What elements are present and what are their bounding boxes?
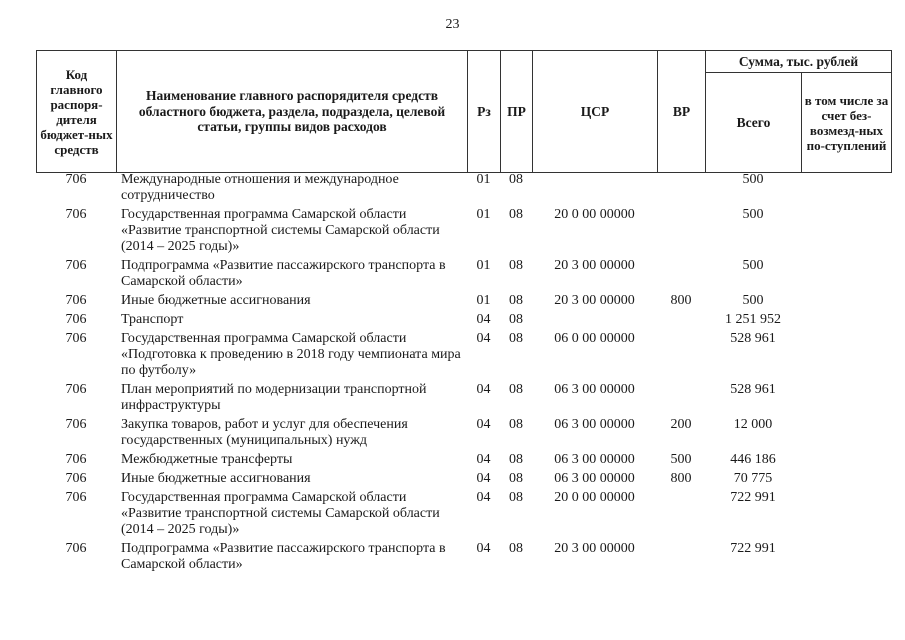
row-incl <box>801 468 891 487</box>
row-rz: 04 <box>476 541 491 556</box>
header-pr: ПР <box>501 51 533 173</box>
row-code: 706 <box>65 293 87 308</box>
row-vr <box>657 204 705 255</box>
row-total: 722 991 <box>730 541 776 556</box>
row-code: 706 <box>65 382 87 397</box>
header-vr: ВР <box>658 51 706 173</box>
row-csr <box>532 172 657 204</box>
row-incl <box>801 290 891 309</box>
row-code: 706 <box>65 452 87 467</box>
row-vr <box>657 309 705 328</box>
row-incl <box>801 328 891 379</box>
row-total: 446 186 <box>730 452 776 467</box>
header-sum: Сумма, тыс. рублей <box>706 51 892 73</box>
row-rz: 04 <box>476 382 491 397</box>
header-rz: Рз <box>468 51 501 173</box>
row-incl <box>801 487 891 538</box>
row-csr: 20 3 00 00000 <box>554 258 635 273</box>
row-total: 500 <box>742 172 764 187</box>
row-code: 706 <box>65 172 87 187</box>
row-total: 722 991 <box>730 490 776 505</box>
table-row <box>36 414 891 449</box>
row-pr: 08 <box>509 490 523 505</box>
row-total: 500 <box>742 258 764 273</box>
row-pr: 08 <box>509 452 523 467</box>
row-name: Транспорт <box>121 312 184 327</box>
table-row <box>36 309 891 328</box>
row-csr: 06 3 00 00000 <box>554 452 635 467</box>
row-vr <box>657 328 705 379</box>
row-total: 528 961 <box>730 382 776 397</box>
row-pr: 08 <box>509 382 523 397</box>
table-row <box>36 379 891 414</box>
row-pr: 08 <box>509 258 523 273</box>
row-total: 70 775 <box>733 471 773 486</box>
header-total: Всего <box>706 73 802 173</box>
table-row <box>36 255 891 290</box>
row-csr: 06 3 00 00000 <box>554 417 635 432</box>
row-code: 706 <box>65 207 87 222</box>
row-vr <box>657 255 705 290</box>
header-name: Наименование главного распорядителя средств областного бюджета, раздела, подраздела, целевой статьи, группы видов расходов <box>117 51 468 173</box>
row-code: 706 <box>65 417 87 432</box>
row-name: Закупка товаров, работ и услуг для обеспечения государственных (муниципальных) нужд <box>121 417 408 448</box>
table-body <box>36 172 891 573</box>
row-name: Государственная программа Самарской области «Развитие транспортной системы Самарской области (2014 – 2025 годы)» <box>121 207 440 254</box>
row-rz: 01 <box>476 293 491 308</box>
row-incl <box>801 538 891 573</box>
row-csr: 20 3 00 00000 <box>554 541 635 556</box>
row-rz: 04 <box>476 452 491 467</box>
row-rz: 01 <box>476 258 491 273</box>
row-name: Государственная программа Самарской области «Развитие транспортной системы Самарской области (2014 – 2025 годы)» <box>121 490 440 537</box>
row-code: 706 <box>65 331 87 346</box>
row-vr: 800 <box>670 471 692 486</box>
row-total: 1 251 952 <box>725 312 781 327</box>
row-pr: 08 <box>509 417 523 432</box>
row-name: Иные бюджетные ассигнования <box>121 471 311 486</box>
row-rz: 04 <box>476 490 491 505</box>
row-incl <box>801 414 891 449</box>
row-name: Межбюджетные трансферты <box>121 452 293 467</box>
row-csr: 06 3 00 00000 <box>554 382 635 397</box>
row-vr <box>657 172 705 204</box>
row-total: 500 <box>742 293 764 308</box>
row-incl <box>801 255 891 290</box>
row-code: 706 <box>65 312 87 327</box>
row-csr: 06 3 00 00000 <box>554 471 635 486</box>
row-incl <box>801 204 891 255</box>
row-rz: 01 <box>476 207 491 222</box>
table-row <box>36 290 891 309</box>
row-vr: 200 <box>670 417 692 432</box>
row-total: 528 961 <box>730 331 776 346</box>
row-name: Иные бюджетные ассигнования <box>121 293 311 308</box>
row-rz: 01 <box>476 172 491 187</box>
row-incl <box>801 172 891 204</box>
row-name: Подпрограмма «Развитие пассажирского транспорта в Самарской области» <box>121 541 446 572</box>
table-row <box>36 538 891 573</box>
row-rz: 04 <box>476 331 491 346</box>
row-rz: 04 <box>476 312 491 327</box>
table-header <box>36 50 892 173</box>
row-pr: 08 <box>509 331 523 346</box>
page-number: 23 <box>445 17 460 32</box>
row-vr: 500 <box>670 452 692 467</box>
row-csr: 20 0 00 00000 <box>554 207 635 222</box>
row-pr: 08 <box>509 293 523 308</box>
table-row <box>36 328 891 379</box>
row-name: План мероприятий по модернизации транспортной инфраструктуры <box>121 382 427 413</box>
row-name: Международные отношения и международное сотрудничество <box>121 172 399 203</box>
row-code: 706 <box>65 471 87 486</box>
row-incl <box>801 309 891 328</box>
row-rz: 04 <box>476 471 491 486</box>
table-row <box>36 449 891 468</box>
header-csr: ЦСР <box>533 51 658 173</box>
table-row <box>36 487 891 538</box>
row-total: 12 000 <box>733 417 773 432</box>
row-pr: 08 <box>509 172 523 187</box>
row-name: Подпрограмма «Развитие пассажирского транспорта в Самарской области» <box>121 258 446 289</box>
table-row <box>36 468 891 487</box>
row-rz: 04 <box>476 417 491 432</box>
row-pr: 08 <box>509 541 523 556</box>
row-csr: 20 0 00 00000 <box>554 490 635 505</box>
row-incl <box>801 379 891 414</box>
row-vr <box>657 487 705 538</box>
header-incl: в том числе за счет без-возмезд-ных по-ступлений <box>802 73 892 173</box>
row-csr: 06 0 00 00000 <box>554 331 635 346</box>
row-vr <box>657 538 705 573</box>
row-code: 706 <box>65 258 87 273</box>
row-vr <box>657 379 705 414</box>
row-code: 706 <box>65 541 87 556</box>
row-incl <box>801 449 891 468</box>
row-vr: 800 <box>670 293 692 308</box>
row-csr <box>532 309 657 328</box>
table-row <box>36 204 891 255</box>
row-pr: 08 <box>509 471 523 486</box>
row-csr: 20 3 00 00000 <box>554 293 635 308</box>
row-pr: 08 <box>509 312 523 327</box>
row-total: 500 <box>742 207 764 222</box>
table-row <box>36 172 891 204</box>
row-code: 706 <box>65 490 87 505</box>
header-code: Код главного распоря-дителя бюджет-ных средств <box>37 51 117 173</box>
row-name: Государственная программа Самарской области «Подготовка к проведению в 2018 году чемпионата мира по футболу» <box>121 331 461 378</box>
row-pr: 08 <box>509 207 523 222</box>
